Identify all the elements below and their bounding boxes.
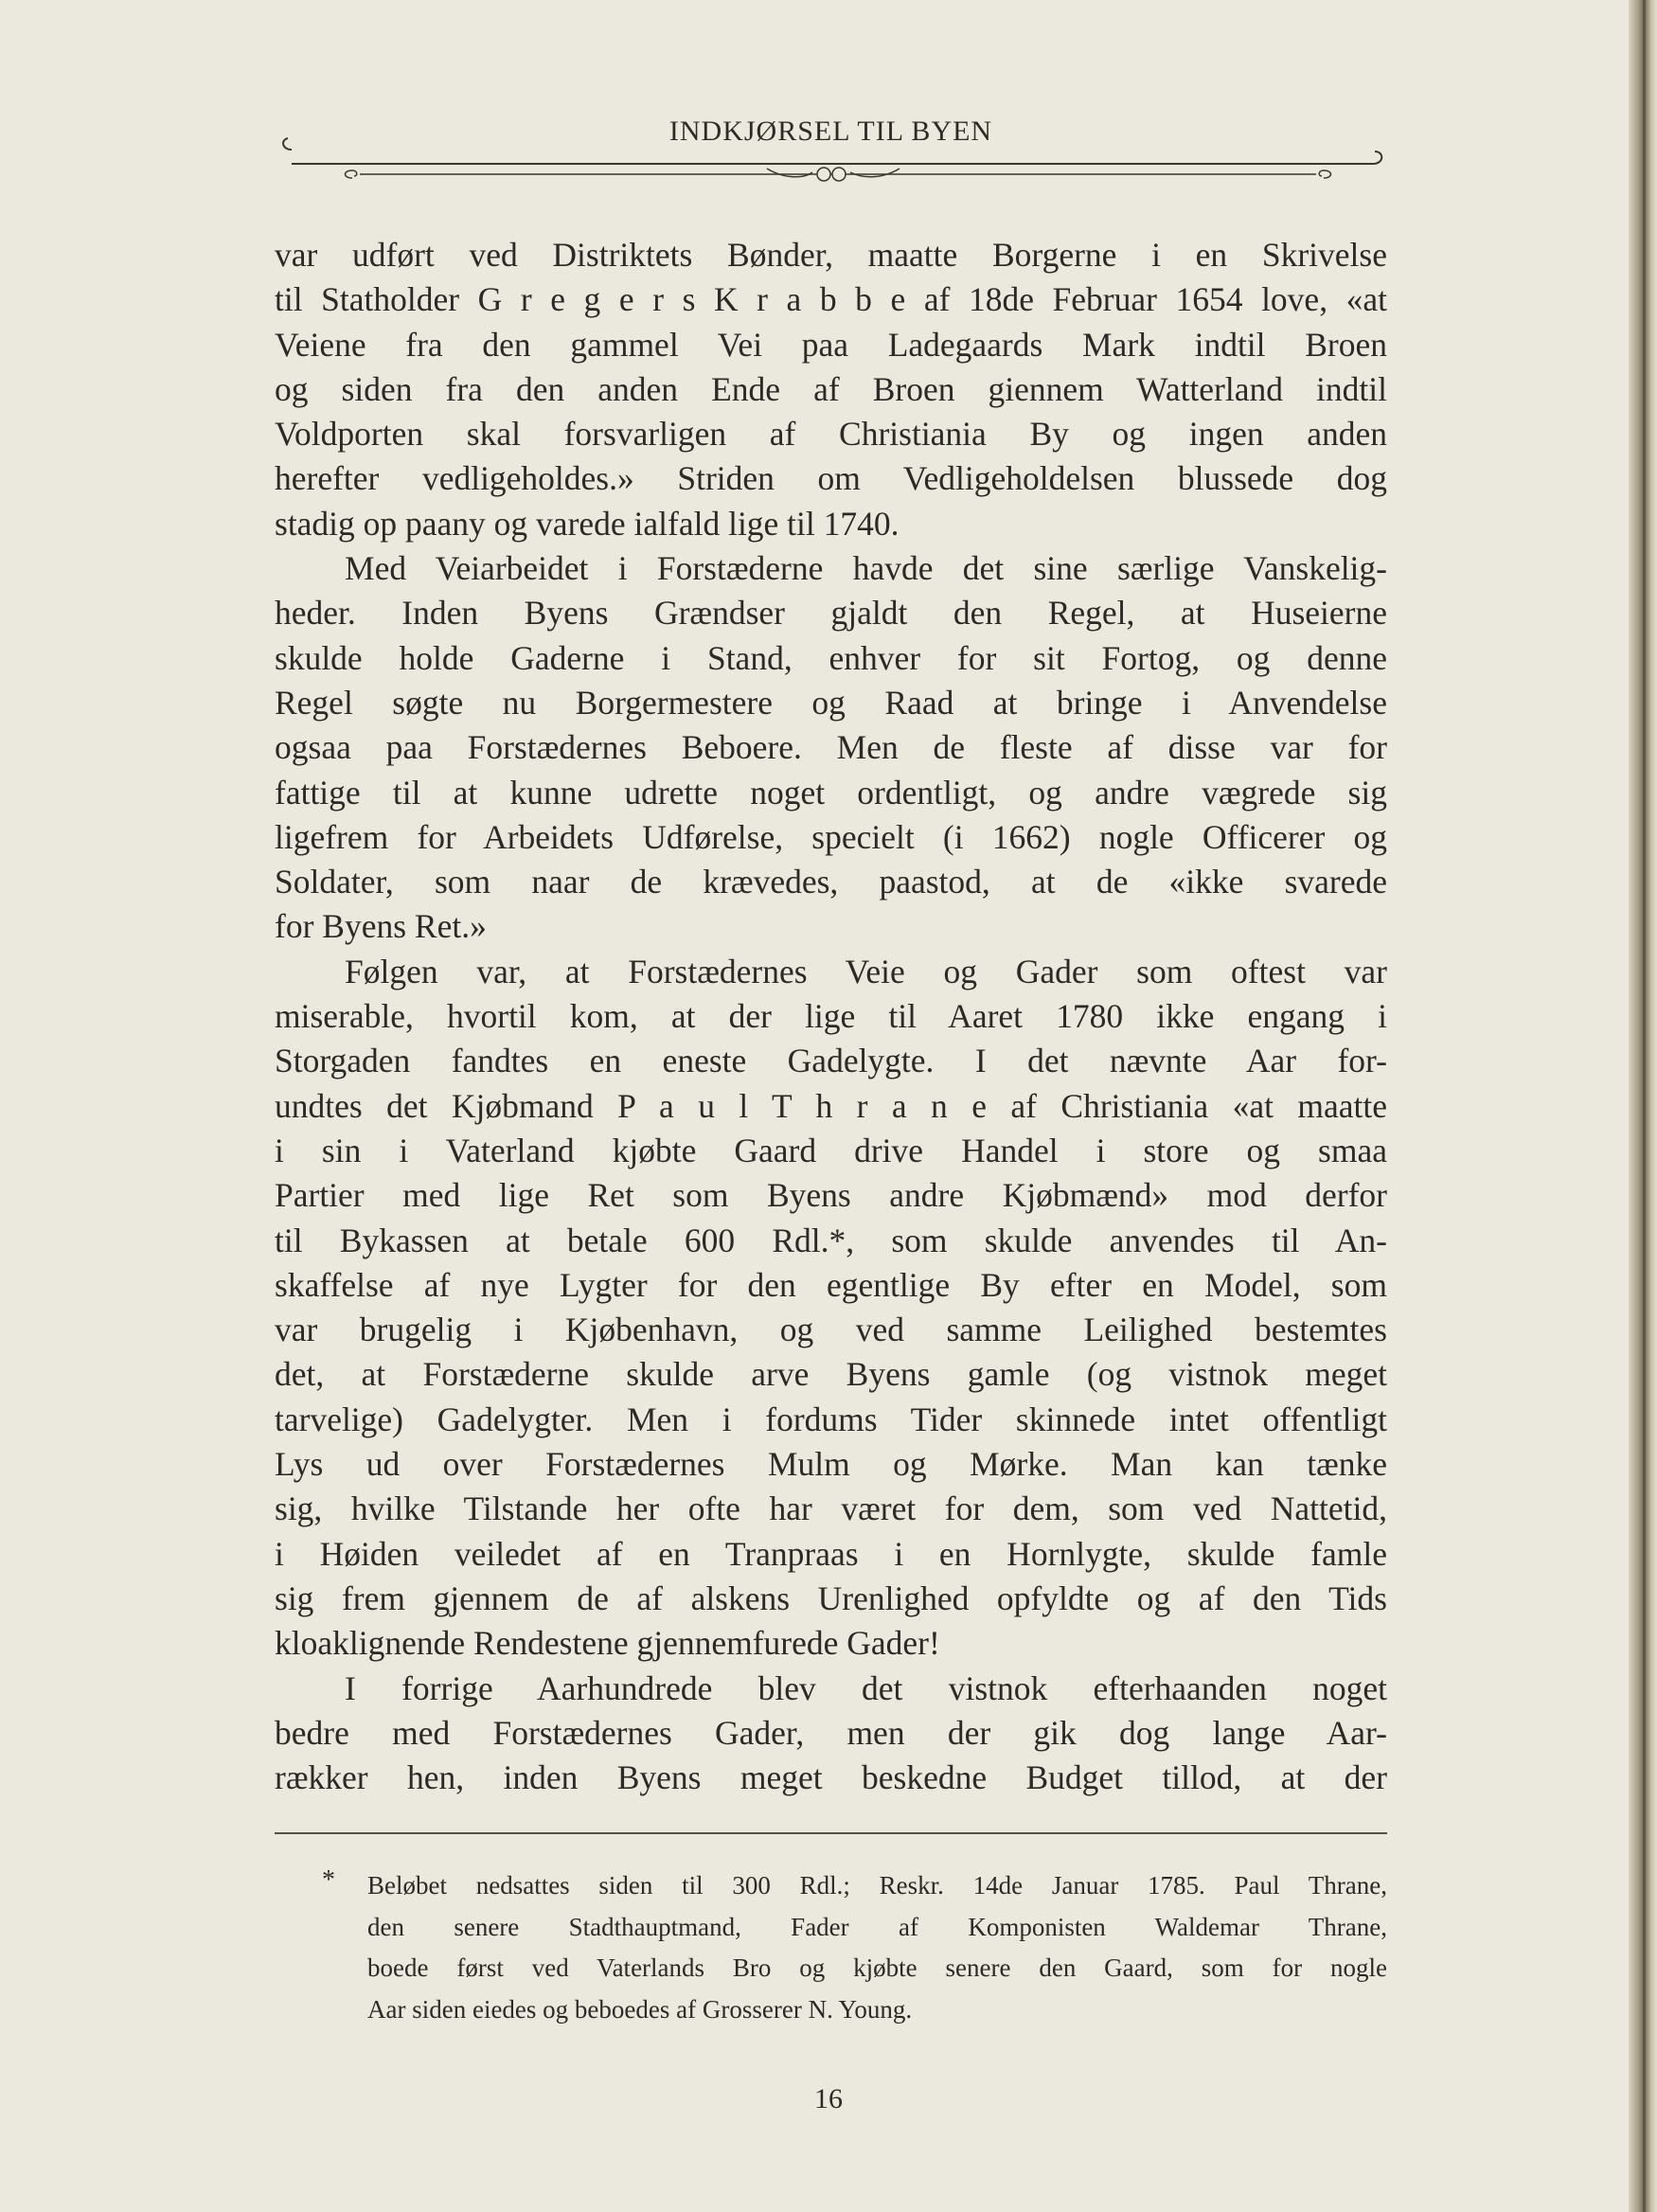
text-line: heder. Inden Byens Grændser gjaldt den Regel, at Huseierne [275,594,1387,633]
text-line: Med Veiarbeidet i Forstæderne havde det sine særlige Vanskelig- [345,549,1387,588]
text-line: Storgaden fandtes en eneste Gadelygte. I det nævnte Aar for- [275,1042,1387,1080]
footnote [322,1865,1387,2030]
text-line: Følgen var, at Forstædernes Veie og Gader som oftest var [345,952,1387,990]
footnote-line: boede først ved Vaterlands Bro og kjøbte senere den Gaard, som for nogle [367,1953,1387,1982]
text-line: miserable, hvortil kom, at der lige til Aaret 1780 ikke engang i [275,997,1387,1036]
text-line: skaffelse af nye Lygter for den egentlige By efter en Model, som [275,1265,1387,1304]
text-line: stadig op paany og varede ialfald lige til 1740. [275,504,900,543]
text-line: kloaklignende Rendestene gjennemfurede Gader! [275,1624,940,1663]
text-line: det, at Forstæderne skulde arve Byens gamle (og vistnok meget [275,1355,1387,1394]
text-line: herefter vedligeholdes.» Striden om Vedligeholdelsen blussede dog [275,459,1387,498]
footnote-marker: * [322,1865,335,1895]
text-line: til Bykassen at betale 600 Rdl.*, som skulde anvendes til An- [275,1221,1387,1259]
footnote-line: Aar siden eiedes og beboedes af Grosserer N. Young. [367,1994,913,2024]
text-line: Lys ud over Forstædernes Mulm og Mørke. Man kan tænke [275,1445,1387,1484]
text-line: tarvelige) Gadelygter. Men i fordums Tider skinnede intet offentligt [275,1400,1387,1438]
text-line: for Byens Ret.» [275,907,487,946]
text-line: skulde holde Gaderne i Stand, enhver for sit Fortog, og denne [275,638,1387,677]
text-line: Voldporten skal forsvarligen af Christiania By og ingen anden [275,415,1387,454]
text-line: bedre med Forstædernes Gader, men der gik dog lange Aar- [275,1713,1387,1752]
text-line: til Statholder G r e g e r s K r a b b e af 18de Februar 1654 love, «at [275,280,1387,319]
text-line: og siden fra den anden Ende af Broen giennem Watterland indtil [275,369,1387,408]
text-line: var udført ved Distriktets Bønder, maatte Borgerne i en Skrivelse [275,236,1387,274]
text-line: Regel søgte nu Borgermestere og Raad at bringe i Anvendelse [275,683,1387,722]
text-line: i Høiden veiledet af en Tranpraas i en Hornlygte, skulde famle [275,1534,1387,1573]
text-line: undtes det Kjøbmand P a u l T h r a n e af Christiania «at maatte [275,1086,1387,1125]
running-head: INDKJØRSEL TIL BYEN [668,116,993,147]
text-line: sig, hvilke Tilstande her ofte har været for dem, som ved Nattetid, [275,1490,1387,1528]
text-line: var brugelig i Kjøbenhavn, og ved samme Leilighed bestemtes [275,1311,1387,1349]
footnote-divider [275,1832,1387,1834]
text-line: fattige til at kunne udrette noget ordentligt, og andre vægrede sig [275,773,1387,812]
text-line: I forrige Aarhundrede blev det vistnok efterhaanden noget [345,1668,1387,1707]
text-line: Veiene fra den gammel Vei paa Ladegaards Mark indtil Broen [275,325,1387,364]
page-edge-shadow [1643,0,1646,2212]
text-line: i sin i Vaterland kjøbte Gaard drive Handel i store og smaa [275,1131,1387,1169]
text-line: Soldater, som naar de krævedes, paastod, at de «ikke svarede [275,863,1387,901]
text-line: ogsaa paa Forstædernes Beboere. Men de fleste af disse var for [275,728,1387,767]
body-text [275,233,1387,1800]
text-line: Partier med lige Ret som Byens andre Kjøbmænd» mod derfor [275,1176,1387,1215]
footnote-line: den senere Stadthauptmand, Fader af Komponisten Waldemar Thrane, [367,1912,1387,1941]
text-line: ligefrem for Arbeidets Udførelse, specielt (i 1662) nogle Officerer og [275,817,1387,856]
text-line: rækker hen, inden Byens meget beskedne Budget tillod, at der [275,1758,1387,1797]
page-number: 16 [814,2083,843,2114]
footnote-line: Beløbet nedsattes siden til 300 Rdl.; Reskr. 14de Januar 1785. Paul Thrane, [367,1871,1387,1900]
text-line: sig frem gjennem de af alskens Urenlighed opfyldte og af den Tids [275,1579,1387,1617]
page-header [275,112,1387,187]
